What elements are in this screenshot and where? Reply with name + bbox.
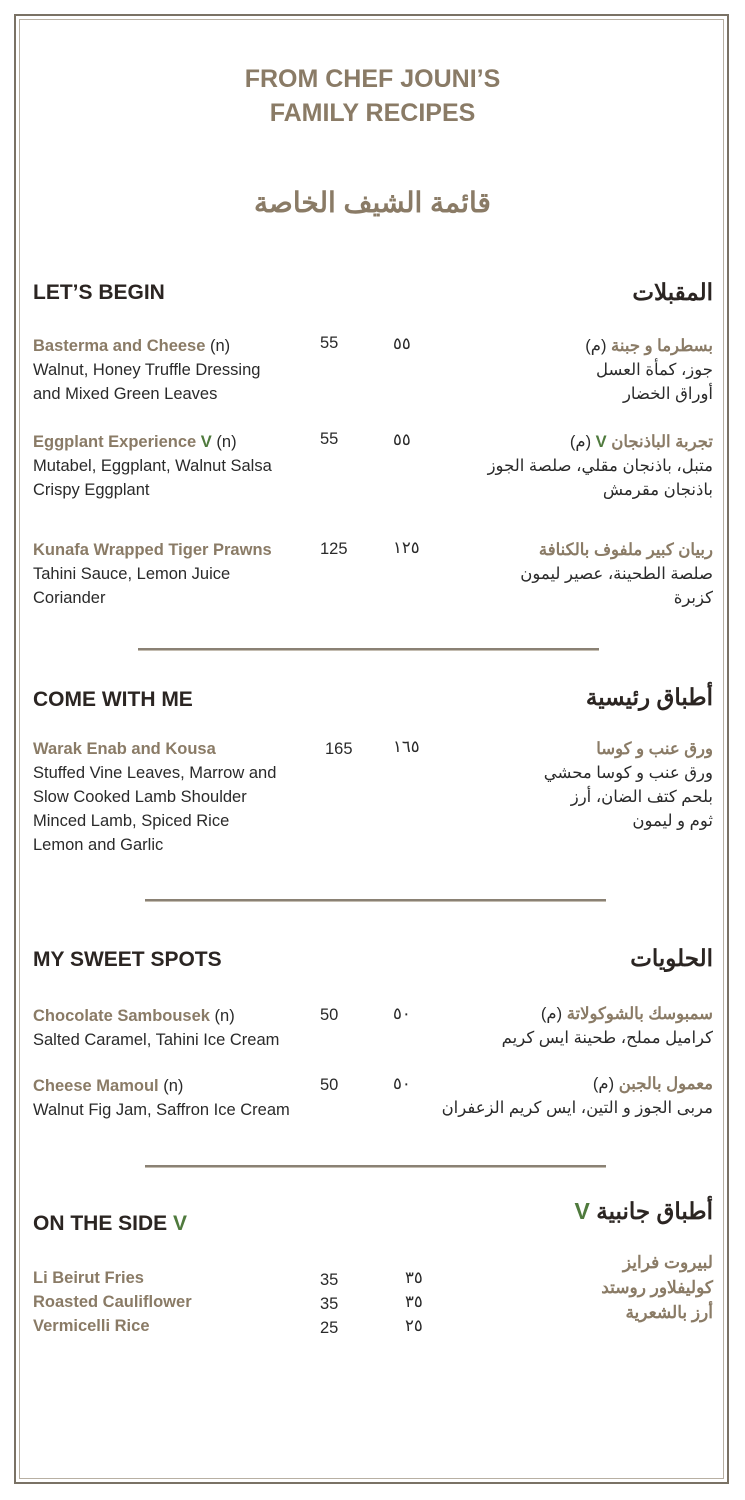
side-item-name: Roasted Cauliflower <box>33 1293 192 1311</box>
section-title-come-with-me-ar: أطباق رئيسية <box>585 684 713 710</box>
item-desc-ar-1: ورق عنب و كوسا محشي <box>543 764 713 782</box>
item-desc-2: Coriander <box>33 589 106 607</box>
side-items-list <box>33 1266 192 1338</box>
nut-tag-ar: (م) <box>540 1005 567 1023</box>
item-desc-ar-1: جوز، كمأة العسل <box>595 361 713 379</box>
vegetarian-icon-ar: V <box>595 433 612 451</box>
side-item-price: 25 <box>320 1319 339 1337</box>
item-price-ar: ١٦٥ <box>393 738 420 756</box>
side-item-name-ar: أرز بالشعرية <box>625 1303 713 1322</box>
item-desc-ar-2: أوراق الخضار <box>622 385 713 403</box>
menu-item-eggplant <box>33 430 323 502</box>
item-name-ar: بسطرما و جبنة <box>611 337 713 355</box>
menu-item-cheese-mamoul <box>33 1074 323 1122</box>
item-desc-ar-1: متبل، باذنجان مقلي، صلصة الجوز <box>487 457 713 475</box>
side-item-price-ar: ٢٥ <box>405 1317 423 1335</box>
nut-tag: (n) <box>211 433 237 451</box>
section-title-on-the-side-ar <box>575 1198 713 1225</box>
menu-item-kunafa-prawns-ar <box>413 538 713 610</box>
side-prices-list <box>320 1268 338 1340</box>
side-prices-list-ar <box>405 1266 423 1338</box>
nut-tag: (n) <box>205 337 231 355</box>
section-title-sweet-spots-ar: الحلويات <box>630 945 713 971</box>
section-title-on-the-side <box>33 1212 187 1236</box>
item-desc-ar-1: كراميل مملح، طحينة ايس كريم <box>501 1029 713 1047</box>
item-desc-ar-2: بلحم كتف الضان، أرز <box>570 788 713 806</box>
item-name: Kunafa Wrapped Tiger Prawns <box>33 541 272 559</box>
item-name-ar: سمبوسك بالشوكولاتة <box>566 1005 713 1023</box>
vegetarian-icon-ar: V <box>574 1198 597 1224</box>
item-price: 55 <box>320 430 339 448</box>
vegetarian-icon: V <box>167 1212 188 1235</box>
item-desc-1: Salted Caramel, Tahini Ice Cream <box>33 1031 280 1049</box>
item-name-ar: ربيان كبير ملفوف بالكنافة <box>538 541 713 559</box>
item-price: 165 <box>325 740 353 758</box>
item-name: Warak Enab and Kousa <box>33 740 216 758</box>
item-price: 55 <box>320 334 339 352</box>
section-title-sweet-spots: MY SWEET SPOTS <box>33 948 222 971</box>
nut-tag-ar: (م) <box>592 1075 619 1093</box>
section-title-lets-begin-ar: المقبلات <box>632 279 713 305</box>
item-price: 50 <box>320 1006 339 1024</box>
item-price-ar: ٥٥ <box>393 431 411 449</box>
side-item-name: Vermicelli Rice <box>33 1317 150 1335</box>
item-desc-2: and Mixed Green Leaves <box>33 385 218 403</box>
item-price-ar: ٥٠ <box>393 1075 411 1093</box>
section-divider <box>145 1165 606 1168</box>
item-desc-ar-1: صلصة الطحينة، عصير ليمون <box>520 565 713 583</box>
menu-item-chocolate-sambousek <box>33 1004 323 1052</box>
item-name: Eggplant Experience <box>33 433 197 451</box>
item-name-ar: معمول بالجبن <box>618 1075 713 1093</box>
item-desc-ar-2: باذنجان مقرمش <box>602 481 713 499</box>
item-desc-1: Walnut, Honey Truffle Dressing <box>33 361 261 379</box>
nut-tag-ar: (م) <box>585 337 612 355</box>
section-title-lets-begin: LET’S BEGIN <box>33 281 165 304</box>
item-desc-3: Minced Lamb, Spiced Rice <box>33 812 230 830</box>
item-price-ar: ١٢٥ <box>393 539 420 557</box>
side-item-price: 35 <box>320 1271 339 1289</box>
item-name-ar: ورق عنب و كوسا <box>596 740 713 758</box>
side-item-name: Li Beirut Fries <box>33 1269 144 1287</box>
title-line-2: FAMILY RECIPES <box>269 99 476 127</box>
item-desc-ar-3: ثوم و ليمون <box>632 812 713 830</box>
menu-item-basterma <box>33 334 323 406</box>
item-name: Basterma and Cheese <box>33 337 206 355</box>
item-desc-ar-1: مربى الجوز و التين، ايس كريم الزعفران <box>441 1099 713 1117</box>
item-name: Cheese Mamoul <box>33 1077 159 1095</box>
menu-item-warak-enab-ar <box>413 737 713 833</box>
item-price: 125 <box>320 540 348 558</box>
item-name-ar: تجربة الباذنجان <box>611 433 713 451</box>
title-line-1: FROM CHEF JOUNI’S <box>244 65 501 93</box>
item-price: 50 <box>320 1076 339 1094</box>
side-item-name-ar: كوليفلاور روستد <box>601 1278 713 1297</box>
menu-item-cheese-mamoul-ar <box>393 1072 713 1120</box>
side-items-list-ar <box>601 1250 713 1325</box>
side-item-price-ar: ٣٥ <box>405 1269 423 1287</box>
nut-tag-ar: (م) <box>569 433 596 451</box>
vegetarian-icon: V <box>196 433 212 451</box>
section-divider <box>138 648 599 651</box>
side-item-name-ar: لبيروت فرايز <box>622 1253 713 1272</box>
side-item-price-ar: ٣٥ <box>405 1293 423 1311</box>
menu-item-eggplant-ar <box>413 430 713 502</box>
side-item-price: 35 <box>320 1295 339 1313</box>
item-desc-2: Slow Cooked Lamb Shoulder <box>33 788 247 806</box>
section-divider <box>145 899 606 902</box>
item-name: Chocolate Sambousek <box>33 1007 210 1025</box>
menu-item-kunafa-prawns <box>33 538 323 610</box>
item-desc-1: Mutabel, Eggplant, Walnut Salsa <box>33 457 272 475</box>
nut-tag: (n) <box>209 1007 235 1025</box>
menu-item-warak-enab <box>33 737 323 857</box>
section-title-text-ar: أطباق جانبية <box>596 1198 713 1224</box>
item-price-ar: ٥٥ <box>393 335 411 353</box>
item-desc-1: Tahini Sauce, Lemon Juice <box>33 565 231 583</box>
item-desc-2: Crispy Eggplant <box>33 481 150 499</box>
item-price-ar: ٥٠ <box>393 1005 411 1023</box>
nut-tag: (n) <box>158 1077 184 1095</box>
title-english <box>0 62 745 130</box>
section-title-text: ON THE SIDE <box>33 1212 168 1235</box>
item-desc-ar-2: كزبرة <box>673 589 713 607</box>
title-arabic: قائمة الشيف الخاصة <box>254 187 491 218</box>
item-desc-1: Walnut Fig Jam, Saffron Ice Cream <box>33 1101 290 1119</box>
menu-item-basterma-ar <box>413 334 713 406</box>
menu-item-chocolate-sambousek-ar <box>413 1002 713 1050</box>
section-title-come-with-me: COME WITH ME <box>33 688 193 711</box>
item-desc-4: Lemon and Garlic <box>33 836 164 854</box>
item-desc-1: Stuffed Vine Leaves, Marrow and <box>33 764 277 782</box>
